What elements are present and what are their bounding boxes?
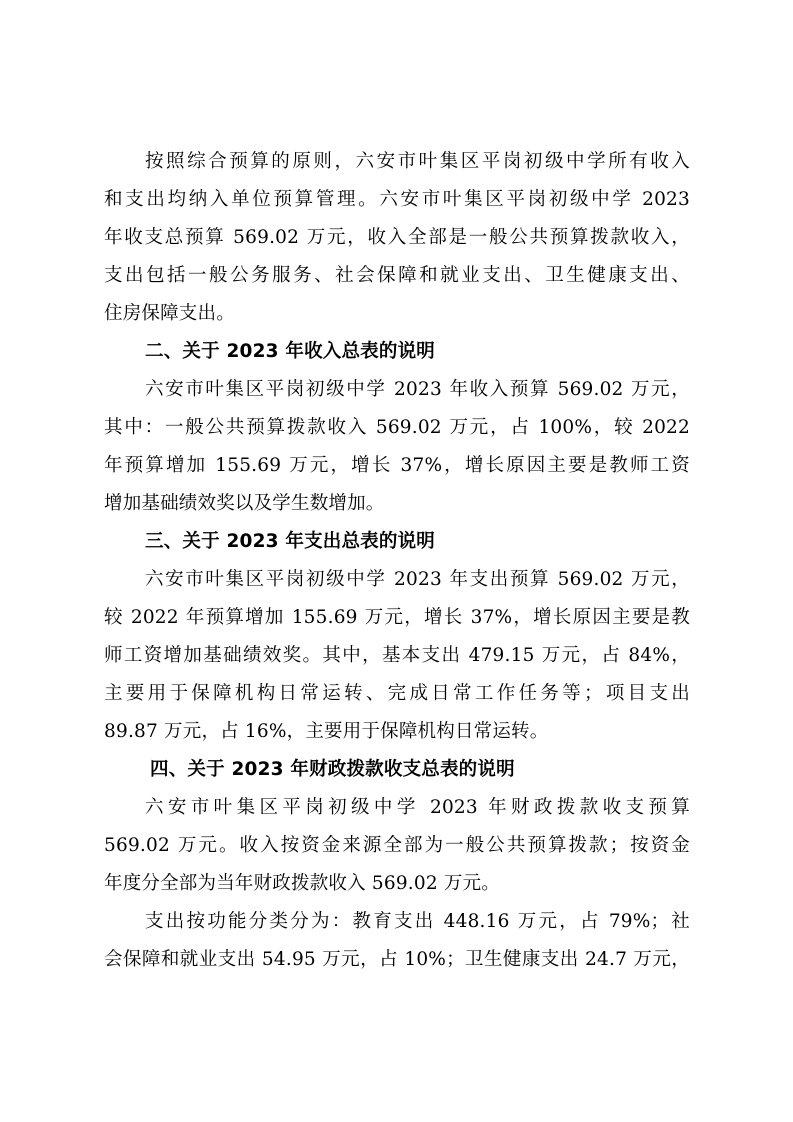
- section-3-line-2: 较 2022 年预算增加 155.69 万元，增长 37%，增长原因主要是教: [104, 607, 690, 628]
- section-4-line-2: 569.02 万元。收入按资金来源全部为一般公共预算拨款；按资金: [104, 835, 690, 856]
- section-2-line-1: 六安市叶集区平岗初级中学 2023 年收入预算 569.02 万元，: [145, 379, 690, 400]
- paragraph-1-line-4: 支出包括一般公务服务、社会保障和就业支出、卫生健康支出、: [104, 265, 690, 286]
- paragraph-5-line-1: 支出按功能分类分为：教育支出 448.16 万元，占 79%；社: [145, 911, 690, 932]
- paragraph-1-line-1: 按照综合预算的原则，六安市叶集区平岗初级中学所有收入: [145, 151, 690, 172]
- section-3-heading: 三、关于 2023 年支出总表的说明: [145, 531, 435, 552]
- section-2-heading: 二、关于 2023 年收入总表的说明: [145, 341, 435, 362]
- section-4-heading: 四、关于 2023 年财政拨款收支总表的说明: [150, 759, 515, 780]
- section-3-line-5: 89.87 万元，占 16%，主要用于保障机构日常运转。: [104, 721, 549, 742]
- section-2-line-3: 年预算增加 155.69 万元，增长 37%，增长原因主要是教师工资: [104, 455, 690, 476]
- paragraph-5-line-2: 会保障和就业支出 54.95 万元，占 10%；卫生健康支出 24.7 万元，: [104, 949, 690, 970]
- section-3-line-1: 六安市叶集区平岗初级中学 2023 年支出预算 569.02 万元，: [145, 569, 690, 590]
- section-3-line-3: 师工资增加基础绩效奖。其中，基本支出 479.15 万元，占 84%，: [104, 645, 690, 666]
- paragraph-1-line-3: 年收支总预算 569.02 万元，收入全部是一般公共预算拨款收入，: [104, 227, 690, 248]
- section-4-line-3: 年度分全部为当年财政拨款收入 569.02 万元。: [104, 873, 500, 894]
- section-3-line-4: 主要用于保障机构日常运转、完成日常工作任务等；项目支出: [104, 683, 690, 704]
- section-2-line-2: 其中：一般公共预算拨款收入 569.02 万元，占 100%，较 2022: [104, 417, 690, 438]
- paragraph-1-line-5: 住房保障支出。: [104, 303, 235, 324]
- section-4-line-1: 六安市叶集区平岗初级中学 2023 年财政拨款收支预算: [145, 797, 690, 818]
- paragraph-1-line-2: 和支出均纳入单位预算管理。六安市叶集区平岗初级中学 2023: [104, 189, 690, 210]
- section-2-line-4: 增加基础绩效奖以及学生数增加。: [104, 493, 385, 514]
